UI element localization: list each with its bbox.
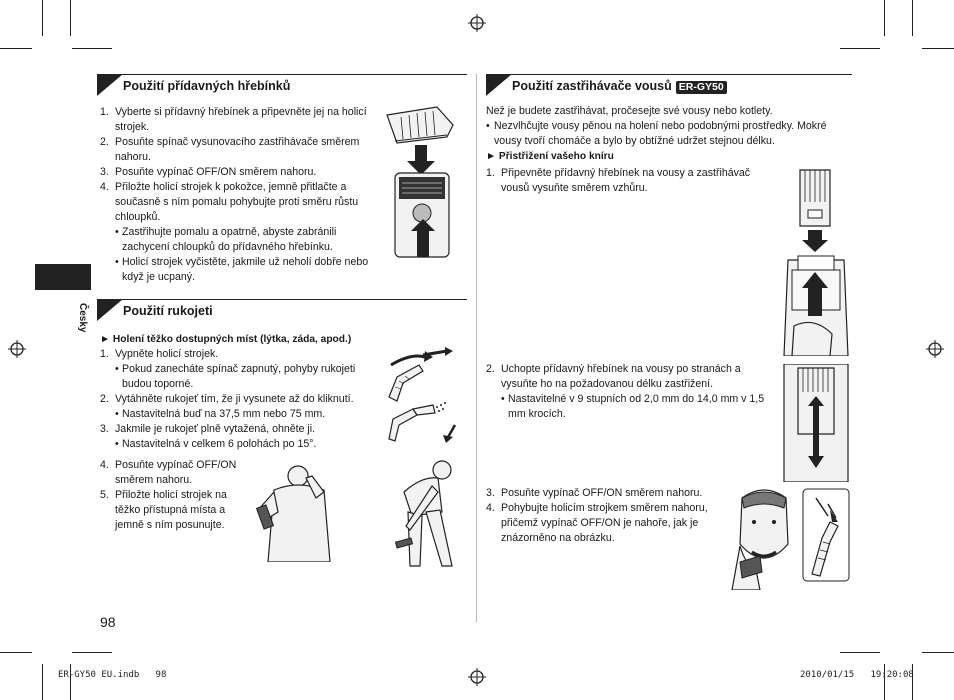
bullet-item: • Pokud zanecháte spínač zapnutý, pohyby rukojeti budou toporné. (115, 363, 356, 390)
beard-comb-illustration (778, 166, 854, 356)
crop-mark (922, 48, 954, 49)
bullet-item: • Nastavitelná v celkem 6 polohách po 15°. (115, 438, 317, 450)
shaving-back-illustration (254, 462, 346, 562)
bullet-item: • Nastavitelné v 9 stupních od 2,0 mm do 14,0 mm v 1,5 mm krocích. (501, 393, 765, 420)
model-badge: ER-GY50 (676, 81, 727, 94)
sub-heading: ► Přistřižení vašeho kníru (486, 151, 614, 162)
list-item: 1. Vyberte si přídavný hřebínek a připevněte jej na holicí strojek. (100, 106, 367, 133)
section-heading-combs (97, 74, 467, 96)
bullet-item: • Nastavitelná buď na 37,5 mm nebo 75 mm. (115, 408, 326, 420)
trimmer-intro (486, 104, 848, 164)
section-heading-trimmer (486, 74, 852, 96)
handle-instructions-continued (100, 458, 250, 533)
bullet-item: • Zastřihujte pomalu a opatrně, abyste zabránili zachycení chloupků do přídavného hřebínku. (115, 226, 337, 253)
comb-attachment-illustration (377, 103, 459, 258)
sub-heading: ► Holení těžko dostupných míst (lýtka, záda, apod.) (100, 334, 352, 345)
list-item: 4. Přiložte holicí strojek k pokožce, jemně přitlačte a současně s ním pomalu pohybujte proti směru růstu chloupků. (100, 181, 359, 223)
trimmer-steps-3-4 (486, 486, 726, 546)
registration-mark-icon (468, 668, 486, 686)
language-label: Česky (77, 303, 88, 333)
intro-text: Než je budete zastřihávat, pročesejte své vousy nebo kotlety. (486, 105, 773, 117)
handle-extend-illustration (383, 347, 465, 447)
page-number: 98 (100, 614, 116, 630)
bullet-item: • Nezvlhčujte vousy pěnou na holení nebo podobnými prostředky. Mokré vousy tvoří chomáče a bylo by obtížné udržet stejnou délku. (486, 120, 827, 147)
crop-mark (884, 0, 885, 36)
registration-mark-icon (926, 340, 944, 358)
section-title: Použití rukojeti (123, 304, 213, 318)
crop-mark (0, 48, 32, 49)
combs-instructions (100, 105, 375, 285)
list-item: 1. Vypněte holicí strojek. (100, 348, 219, 360)
crop-mark (840, 652, 880, 653)
crop-mark (70, 0, 71, 36)
list-item: 2. Uchopte přídavný hřebínek na vousy po stranách a vysuňte ho na požadovanou délku zastřižení. (486, 363, 741, 390)
crop-mark (840, 48, 880, 49)
list-item: 2. Posuňte spínač vysunovacího zastřihávače směrem nahoru. (100, 136, 360, 163)
crop-mark (922, 652, 954, 653)
section-heading-handle (97, 299, 467, 321)
section-title: Použití přídavných hřebínků (123, 79, 291, 93)
shaving-leg-illustration (382, 456, 474, 568)
bullet-item: • Holicí strojek vyčistěte, jakmile už neholí dobře nebo když je ucpaný. (115, 256, 369, 283)
trimmer-step-2 (486, 362, 768, 422)
trimmer-step-1 (486, 166, 768, 196)
handle-instructions (100, 332, 385, 452)
list-item: 3. Posuňte vypínač OFF/ON směrem nahoru. (486, 487, 703, 499)
section-title: Použití zastřihávače vousů ER-GY50 (512, 79, 727, 94)
registration-mark-icon (468, 14, 486, 32)
crop-mark (72, 48, 112, 49)
list-item: 1. Připevněte přídavný hřebínek na vousy a zastřihávač vousů vysuňte směrem vzhůru. (486, 167, 751, 194)
list-item: 3. Jakmile je rukojeť plně vytažená, ohněte ji. (100, 423, 316, 435)
crop-mark (42, 664, 43, 700)
list-item: 5. Přiložte holicí strojek na těžko přístupná místa a jemně s ním posunujte. (100, 489, 227, 531)
face-trimming-illustration (726, 486, 802, 590)
list-item: 4. Pohybujte holicím strojkem směrem nahoru, přičemž vypínač OFF/ON je nahoře, jak je znázorněno na obrázku. (486, 502, 708, 544)
crop-mark (72, 652, 112, 653)
list-item: 3. Posuňte vypínač OFF/ON směrem nahoru. (100, 166, 317, 178)
crop-mark (0, 652, 32, 653)
list-item: 2. Vytáhněte rukojeť tím, že ji vysunete až do kliknutí. (100, 393, 354, 405)
crop-mark (42, 0, 43, 36)
beard-comb-adjust-illustration (778, 364, 854, 482)
language-tab (35, 264, 91, 290)
crop-mark (912, 0, 913, 36)
footer-datetime: 2010/01/15 19:20:08 (800, 670, 914, 680)
footer-file-info: ER-GY50 EU.indb 98 (58, 670, 167, 680)
column-divider (476, 74, 477, 622)
registration-mark-icon (8, 340, 26, 358)
list-item: 4. Posuňte vypínač OFF/ON směrem nahoru. (100, 459, 237, 486)
trimmer-closeup-illustration (802, 488, 850, 582)
